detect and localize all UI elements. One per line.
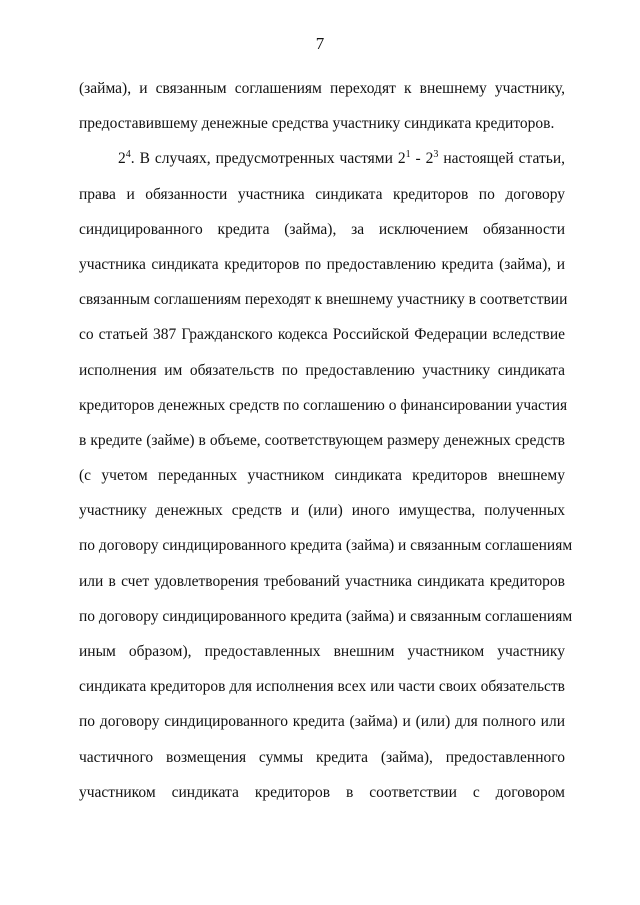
text-line: со статьей 387 Гражданского кодекса Российской Федерации вследствие bbox=[79, 326, 565, 344]
text-line: кредиторов денежных средств по соглашению о финансировании участия bbox=[79, 396, 568, 414]
text-line: по договору синдицированного кредита (займа) и связанным соглашениям bbox=[79, 537, 573, 555]
paragraph-continuation bbox=[79, 71, 565, 141]
document-body bbox=[79, 71, 573, 810]
clause-first-line: $2^4$. В случаях, предусмотренных частями $2^1 - 2^3$ настоящей статьи, bbox=[118, 149, 565, 168]
text-line: (с учетом переданных участником синдиката кредиторов внешнему bbox=[79, 467, 565, 485]
text-line: синдиката кредиторов для исполнения всех или части своих обязательств bbox=[79, 678, 565, 696]
clause-reference: $2^3$ bbox=[425, 149, 439, 168]
clause-reference: $2^1$ bbox=[397, 149, 411, 168]
text-line: или в счет удовлетворения требований участника синдиката кредиторов bbox=[79, 572, 565, 590]
text-line: синдицированного кредита (займа), за исключением обязанности bbox=[79, 220, 565, 238]
text-line: участнику денежных средств и (или) иного имущества, полученных bbox=[79, 502, 565, 520]
text-line: предоставившему денежные средства участнику синдиката кредиторов. bbox=[79, 115, 555, 133]
text-line: права и обязанности участника синдиката кредиторов по договору bbox=[79, 185, 565, 203]
clause-number: $2^4$ bbox=[118, 149, 131, 168]
text-line: участника синдиката кредиторов по предоставлению кредита (займа), и bbox=[79, 255, 565, 273]
text-line: участником синдиката кредиторов в соответствии с договором bbox=[79, 783, 565, 801]
text-line: иным образом), предоставленных внешним участником участнику bbox=[79, 643, 565, 660]
text-line: исполнения им обязательств по предоставлению участнику синдиката bbox=[79, 361, 565, 379]
text-line: по договору синдицированного кредита (займа) и связанным соглашениям bbox=[79, 607, 573, 625]
text-line: связанным соглашениям переходят к внешнему участнику в соответствии bbox=[79, 291, 568, 309]
paragraph-clause-2-4 bbox=[79, 141, 573, 810]
text-line: по договору синдицированного кредита (займа) и (или) для полного или bbox=[79, 713, 565, 731]
page-number: 7 bbox=[315, 34, 325, 53]
text-line: (займа), и связанным соглашениям переходят к внешнему участнику, bbox=[79, 80, 565, 97]
text-line: частичного возмещения суммы кредита (займа), предоставленного bbox=[79, 748, 565, 766]
text-line: в кредите (займе) в объеме, соответствующем размеру денежных средств bbox=[79, 431, 565, 449]
